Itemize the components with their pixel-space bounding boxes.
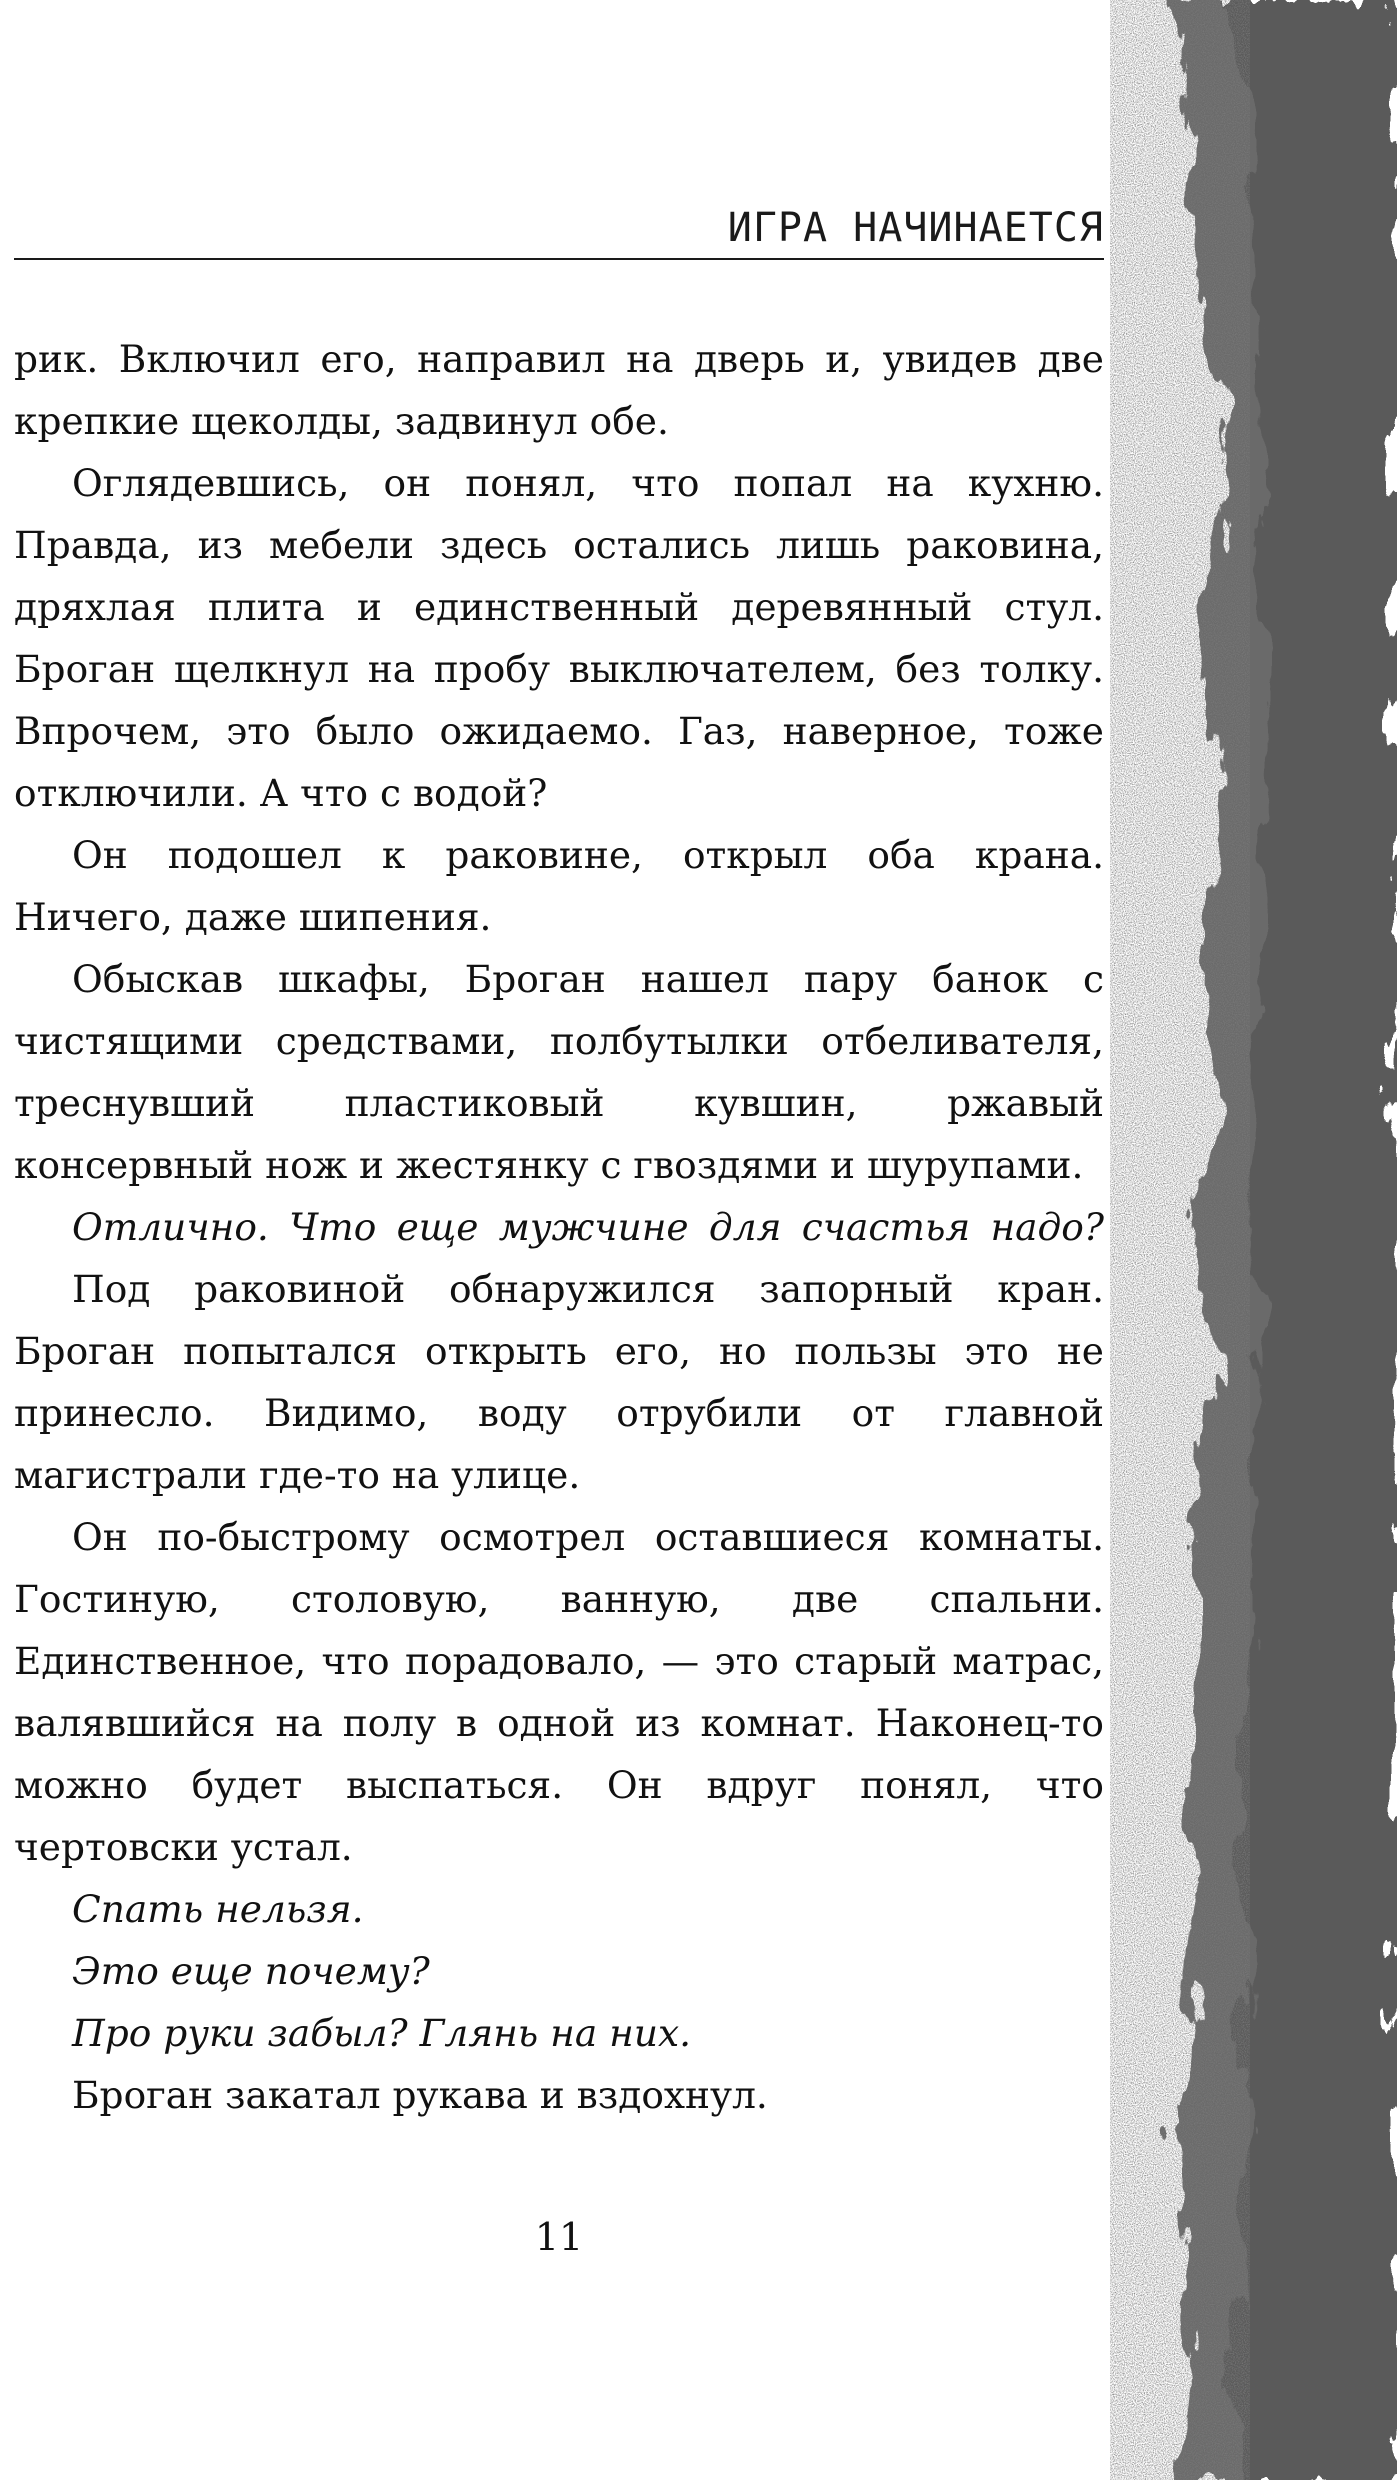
paragraph: Он подошел к раковине, открыл оба крана. Ничего, даже шипения.: [14, 833, 1104, 939]
paragraph: Оглядевшись, он понял, что попал на кухню. Правда, из мебели здесь остались лишь раковина, дряхлая плита и единственный деревянный стул. Броган щелкнул на пробу выключателем, без толку. Впрочем, это было ожидаемо. Газ, наверное, тоже отключили. А что с водой?: [14, 461, 1104, 815]
running-head: [14, 196, 1104, 260]
italic-thought: Это еще почему?: [72, 1949, 430, 1993]
italic-thought: Отлично. Что еще мужчине для счастья надо?: [72, 1205, 1104, 1249]
paragraph: Обыскав шкафы, Броган нашел пару банок с чистящими средствами, полбутылки отбеливателя, треснувший пластиковый кувшин, ржавый консервный нож и жестянку с гвоздями и шурупами.: [14, 957, 1104, 1187]
body-text: [14, 328, 1104, 2126]
paragraph: Броган закатал рукава и вздохнул.: [72, 2073, 768, 2117]
italic-thought: Про руки забыл? Глянь на них.: [72, 2011, 692, 2055]
running-head-title: ИГРА НАЧИНАЕТСЯ: [727, 205, 1104, 251]
page-number: 11: [534, 2215, 584, 2259]
italic-thought: Спать нельзя.: [72, 1887, 364, 1931]
paragraph: рик. Включил его, направил на дверь и, увидев две крепкие щеколды, задвинул обе.: [14, 337, 1104, 443]
paragraph: Он по-быстрому осмотрел оставшиеся комнаты. Гостиную, столовую, ванную, две спальни. Единственное, что порадовало, — это старый матрас, валявшийся на полу в одной из комнат. Наконец-то можно будет выспаться. Он вдруг понял, что чертовски устал.: [14, 1515, 1104, 1869]
paragraph: Под раковиной обнаружился запорный кран. Броган попытался открыть его, но пользы это не принесло. Видимо, воду отрубили от главной магистрали где-то на улице.: [14, 1267, 1104, 1497]
